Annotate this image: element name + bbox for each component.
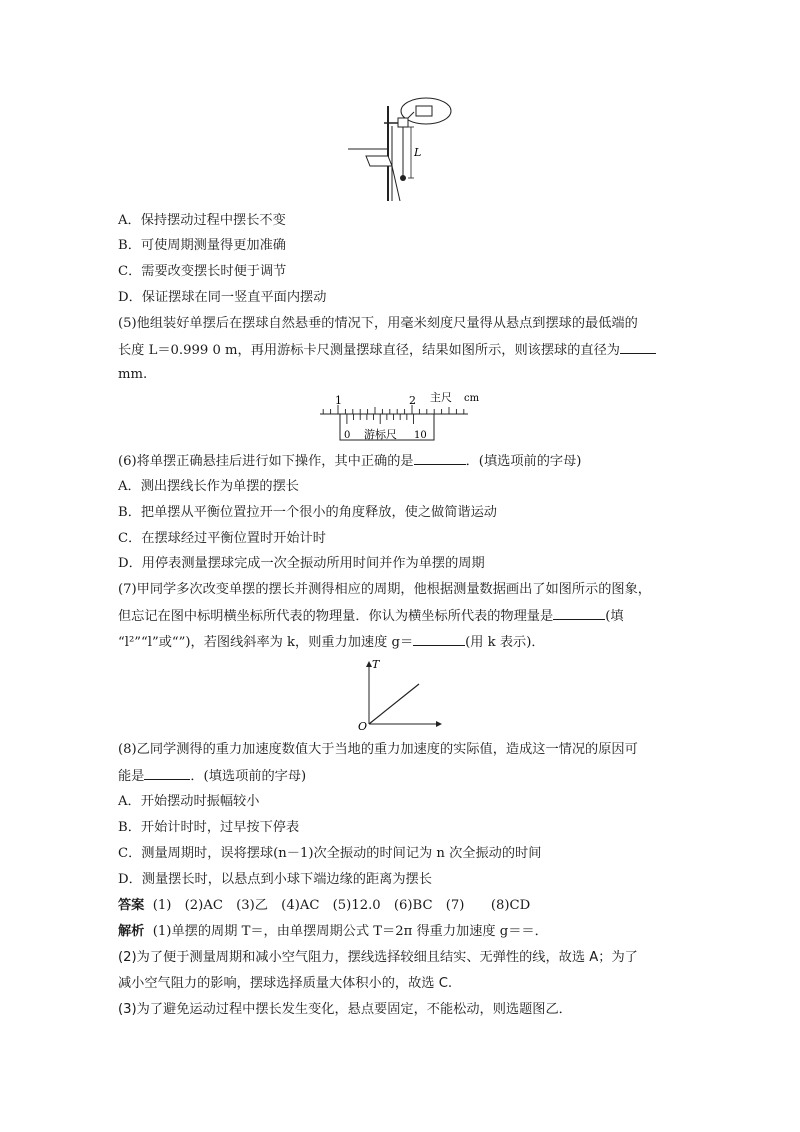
q7-line-2-text-a: 但忘记在图中标明横坐标所代表的物理量．你认为横坐标所代表的物理量是 <box>118 609 554 624</box>
main-scale-ticks <box>323 405 464 414</box>
answer-line <box>118 897 688 915</box>
q4-option-a: A．保持摆动过程中摆长不变 <box>118 213 286 228</box>
y-axis-label: T <box>372 658 380 671</box>
q8-option-a: A．开始摆动时振幅较小 <box>118 794 260 809</box>
clamp-block <box>416 106 432 116</box>
q8-line-2-text-b: ．(填选项前的字母) <box>190 769 307 784</box>
q5-line-2-text: 长度 L＝0.999 0 m，再用游标卡尺测量摆球直径，结果如图所示，则该摆球的直径为 <box>118 343 620 358</box>
q7-line-3 <box>118 633 688 652</box>
q4-option-b: B．可使周期测量得更加准确 <box>118 238 286 253</box>
vernier-scale-label: 游标尺 <box>364 428 397 441</box>
q7-line-2-text-b: (填 <box>605 609 624 624</box>
answer-label: 答案 <box>118 898 145 913</box>
vernier-scale-ticks <box>347 414 414 424</box>
q6-option-c: C．在摆球经过平衡位置时开始计时 <box>118 531 326 546</box>
q5-line-1: (5)他组装好单摆后在摆球自然悬垂的情况下，用毫米刻度尺量得从悬点到摆球的最低端的 <box>118 316 638 331</box>
q5-line-2 <box>118 341 688 360</box>
q4-option-c: C．需要改变摆长时便于调节 <box>118 264 287 279</box>
q8-option-b: B．开始计时时，过早按下停表 <box>118 820 300 835</box>
main-scale-tick-1: 1 <box>335 394 342 407</box>
length-label: L <box>414 146 422 159</box>
q7-line-1: (7)甲同学多次改变单摆的摆长并测得相应的周期，他根据测量数据画出了如图所示的图象， <box>118 582 651 597</box>
analysis-line-4: (3)为了避免运动过程中摆长发生变化，悬点要固定，不能松动，则选题图乙． <box>118 1002 572 1017</box>
q8-answer-blank <box>144 767 190 780</box>
q6-answer-blank <box>414 452 466 465</box>
table-block <box>366 156 392 166</box>
answer-text: (1) (2)AC (3)乙 (4)AC (5)12.0 (6)BC (7) (8)CD <box>152 898 531 913</box>
q6-option-a: A．测出摆线长作为单摆的摆长 <box>118 479 299 494</box>
q6-stem-text-a: (6)将单摆正确悬挂后进行如下操作，其中正确的是 <box>118 454 414 469</box>
q6-stem-text-b: ．(填选项前的字母) <box>465 454 582 469</box>
q8-line-2 <box>118 767 688 786</box>
t-graph-figure <box>355 656 445 732</box>
unit-label: cm <box>464 393 480 404</box>
pendulum-figure <box>348 96 458 206</box>
q7-blank-1 <box>553 607 605 620</box>
main-scale-tick-2: 2 <box>409 394 416 407</box>
q7-line-3-text-b: (用 k 表示)． <box>465 635 545 650</box>
q5-line-3: mm. <box>118 367 148 382</box>
vernier-caliper-figure <box>318 386 488 446</box>
pendulum-bob <box>400 175 406 181</box>
q7-blank-2 <box>413 633 465 646</box>
graph-line <box>369 684 419 724</box>
q8-line-1: (8)乙同学测得的重力加速度数值大于当地的重力加速度的实际值，造成这一情况的原因可 <box>118 742 638 757</box>
main-scale-label: 主尺 <box>430 391 452 404</box>
q6-option-b: B．把单摆从平衡位置拉开一个很小的角度释放，使之做简谐运动 <box>118 505 497 520</box>
origin-label: O <box>358 720 368 732</box>
analysis-line-2: (2)为了便于测量周期和减小空气阻力，摆线选择较细且结实、无弹性的线，故选 A；为了 <box>118 950 638 965</box>
analysis-line-1 <box>118 923 688 941</box>
q7-line-3-text-a: “l²”“l”或“”)，若图线斜率为 k，则重力加速度 g＝ <box>118 635 414 650</box>
vernier-tick-0: 0 <box>344 430 351 441</box>
analysis-label: 解析 <box>118 924 145 939</box>
q8-option-c: C．测量周期时，误将摆球(n－1)次全振动的时间记为 n 次全振动的时间 <box>118 846 542 861</box>
q8-option-d: D．测量摆长时，以悬点到小球下端边缘的距离为摆长 <box>118 872 432 887</box>
q5-answer-blank <box>620 341 656 354</box>
analysis-line-3: 减小空气阻力的影响，摆球选择质量大体积小的，故选 C. <box>118 976 453 991</box>
q8-line-2-text-a: 能是 <box>118 769 145 784</box>
q7-line-2 <box>118 607 688 626</box>
vernier-tick-10: 10 <box>414 430 427 441</box>
q6-stem <box>118 452 688 471</box>
q6-option-d: D．用停表测量摆球完成一次全振动所用时间并作为单摆的周期 <box>118 556 485 571</box>
analysis-text-1: (1)单摆的周期 T＝，由单摆周期公式 T＝2π 得重力加速度 g＝＝． <box>152 924 548 939</box>
q4-option-d: D．保证摆球在同一竖直平面内摆动 <box>118 290 327 305</box>
